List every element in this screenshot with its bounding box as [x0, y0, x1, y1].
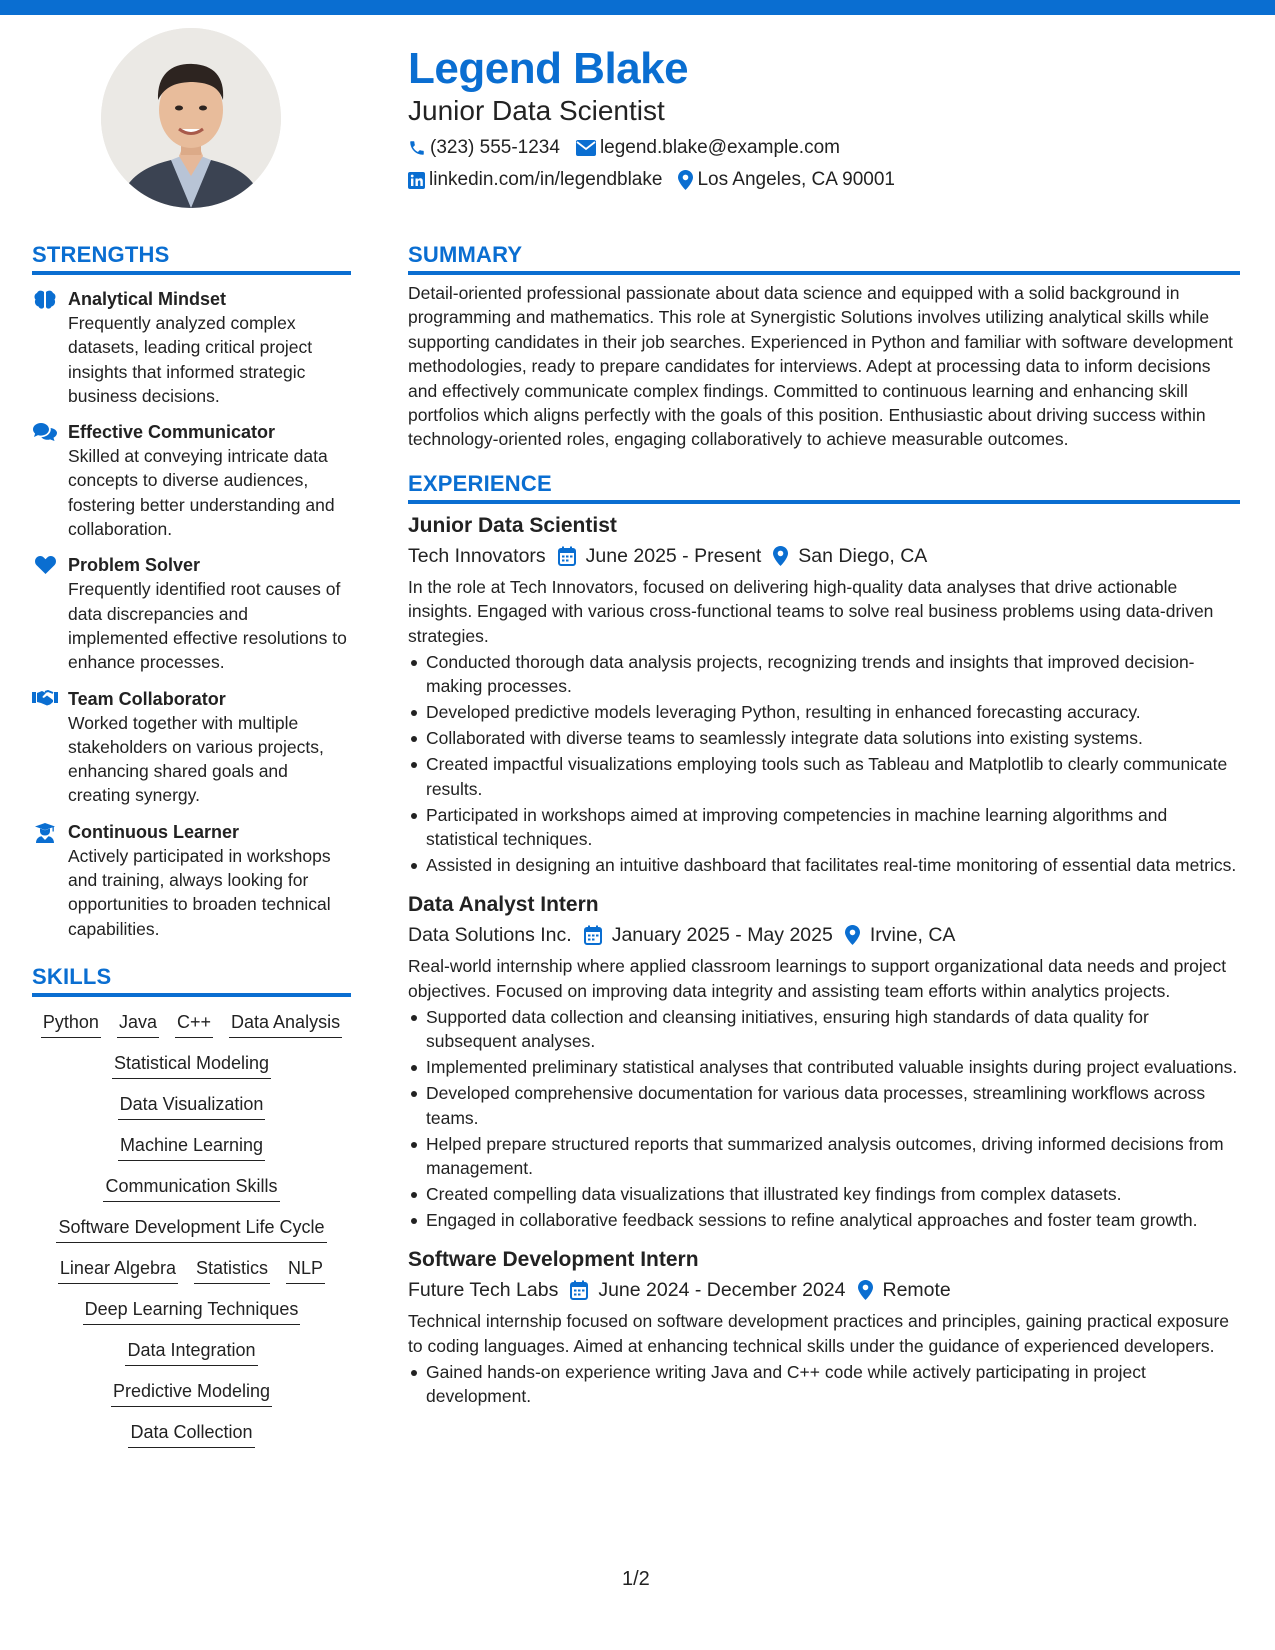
brain-icon	[34, 290, 56, 310]
skill-tag: Data Collection	[128, 1420, 254, 1448]
job-entry	[408, 512, 1240, 877]
job-dates: June 2024 - December 2024	[598, 1279, 846, 1302]
skill-tag: Linear Algebra	[58, 1256, 178, 1284]
job-location: San Diego, CA	[798, 544, 928, 567]
contact-row-1	[408, 136, 1228, 160]
skill-tag: Python	[41, 1010, 101, 1038]
job-bullet: Created compelling data visualizations that illustrated key findings from complex datasets.	[408, 1182, 1240, 1206]
skill-tag: Data Integration	[125, 1338, 257, 1366]
heart-icon	[35, 556, 56, 574]
calendar-icon	[558, 546, 576, 566]
job-location: Irvine, CA	[869, 924, 956, 947]
job-location: Remote	[882, 1279, 951, 1302]
skill-tag: Statistical Modeling	[112, 1051, 271, 1079]
linkedin-icon	[408, 172, 425, 189]
skill-row	[118, 1133, 265, 1161]
strength-title: Continuous Learner	[68, 821, 240, 842]
skill-row	[56, 1215, 326, 1243]
strength-item	[32, 420, 351, 541]
strength-item	[32, 553, 351, 674]
calendar-icon	[570, 1280, 588, 1300]
envelope-icon	[576, 140, 596, 156]
job-bullet: Implemented preliminary statistical analyses that contributed valuable insights during project evaluations.	[408, 1055, 1240, 1079]
job-meta	[408, 541, 1240, 571]
strength-title: Effective Communicator	[68, 422, 276, 443]
calendar-icon	[584, 925, 602, 945]
map-pin-icon	[845, 925, 860, 945]
map-pin-icon	[858, 1280, 873, 1300]
strength-desc: Frequently analyzed complex datasets, leading critical project insights that informed strategic business decisions.	[68, 313, 313, 406]
job-dates-item	[558, 541, 762, 571]
experience-section	[408, 470, 1240, 1409]
skills-heading: SKILLS	[32, 963, 351, 997]
candidate-name: Legend Blake	[408, 44, 689, 93]
job-meta	[408, 920, 1240, 950]
job-bullets	[408, 650, 1240, 877]
job-bullet: Conducted thorough data analysis projects, recognizing trends and insights that improved decision-making processes.	[408, 650, 1240, 699]
job-location-item	[845, 920, 956, 950]
skill-tag: Deep Learning Techniques	[83, 1297, 301, 1325]
handshake-icon	[32, 690, 58, 706]
job-bullet: Engaged in collaborative feedback sessions to refine analytical approaches and foster team growth.	[408, 1208, 1240, 1232]
job-bullet: Gained hands-on experience writing Java and C++ code while actively participating in project development.	[408, 1360, 1240, 1409]
job-dates-item	[570, 1275, 845, 1305]
job-bullet: Supported data collection and cleansing initiatives, ensuring high standards of data quality for subsequent analyses.	[408, 1005, 1240, 1054]
page-number: 1/2	[622, 1568, 650, 1590]
skill-tag: Software Development Life Cycle	[56, 1215, 326, 1243]
strength-desc: Worked together with multiple stakeholders on various projects, enhancing shared goals and creating synergy.	[68, 712, 324, 806]
candidate-role: Junior Data Scientist	[408, 95, 665, 126]
strength-item	[32, 287, 351, 408]
location-text: Los Angeles, CA 90001	[697, 169, 895, 190]
job-bullet: Developed predictive models leveraging Python, resulting in enhanced forecasting accuracy.	[408, 700, 1240, 724]
skill-row	[41, 1010, 342, 1038]
job-bullet: Participated in workshops aimed at improving competencies in machine learning algorithms and statistical techniques.	[408, 803, 1240, 852]
summary-text: Detail-oriented professional passionate about data science and equipped with a solid background in programming and mathematics. This role at Synergistic Solutions involves utilizing analytical skills while supporting candidates in their job searches. Experienced in Python and familiar with software development methodologies, ready to prepare candidates for interviews. Adept at processing data to inform decisions and effectively communicate complex findings. Committed to continuous learning and enhancing skill portfolios which aligns perfectly with the goals of this position. Enthusiastic about driving success within technology-oriented roles, engaging collaboratively to achieve measurable outcomes.	[408, 283, 1233, 450]
skill-row	[103, 1174, 279, 1202]
skill-row	[118, 1092, 266, 1120]
job-description: Technical internship focused on software development practices and principles, gaining practical exposure to coding languages. Aimed at enhancing technical skills under the guidance of experienced developers.	[408, 1311, 1230, 1356]
skill-tag: Data Analysis	[229, 1010, 342, 1038]
graduate-icon	[35, 823, 55, 843]
job-bullet: Assisted in designing an intuitive dashboard that facilitates real-time monitoring of essential data metrics.	[408, 853, 1240, 877]
phone-icon	[408, 139, 426, 157]
job-description: In the role at Tech Innovators, focused on delivering high-quality data analyses that drive actionable insights. Engaged with various cross-functional teams to solve real business problems using data-driven strategies.	[408, 576, 1214, 646]
skill-row	[111, 1379, 272, 1407]
right-column	[408, 241, 1240, 1410]
skill-row	[112, 1051, 271, 1079]
location-item	[678, 169, 895, 191]
job-bullets	[408, 1005, 1240, 1232]
strengths-heading: STRENGTHS	[32, 241, 351, 275]
skill-tag: Statistics	[194, 1256, 270, 1284]
job-company: Future Tech Labs	[408, 1279, 559, 1302]
comments-icon	[33, 423, 57, 441]
job-title: Software Development Intern	[408, 1248, 699, 1272]
map-pin-icon	[678, 170, 693, 190]
job-dates-item	[584, 920, 833, 950]
skill-tag: Java	[117, 1010, 159, 1038]
map-pin-icon	[773, 546, 788, 566]
strength-title: Team Collaborator	[68, 688, 226, 709]
job-company: Tech Innovators	[408, 544, 546, 567]
job-dates: June 2025 - Present	[585, 544, 762, 567]
email-text[interactable]: legend.blake@example.com	[599, 137, 840, 158]
strength-desc: Frequently identified root causes of data discrepancies and implemented effective resolutions to enhance processes.	[68, 579, 347, 673]
strength-item	[32, 820, 351, 941]
strength-item	[32, 687, 351, 808]
skills-list	[32, 1010, 351, 1448]
skill-row	[58, 1256, 325, 1284]
summary-heading: SUMMARY	[408, 241, 1240, 275]
skill-tag: Communication Skills	[103, 1174, 279, 1202]
job-entry	[408, 1246, 1240, 1409]
skills-section	[32, 963, 351, 1448]
job-title: Junior Data Scientist	[408, 513, 617, 537]
skill-tag: C++	[175, 1010, 213, 1038]
strength-desc: Actively participated in workshops and training, always looking for opportunities to broaden technical capabilities.	[68, 845, 331, 939]
email-item[interactable]	[576, 137, 840, 159]
contact-row-2	[408, 168, 1228, 192]
skill-row	[83, 1297, 301, 1325]
jobs-list	[408, 512, 1240, 1409]
strength-desc: Skilled at conveying intricate data concepts to diverse audiences, fostering better understanding and collaboration.	[68, 446, 335, 540]
resume-header	[408, 42, 1228, 192]
job-bullet: Collaborated with diverse teams to seamlessly integrate data solutions into existing systems.	[408, 726, 1240, 750]
skill-tag: Predictive Modeling	[111, 1379, 272, 1407]
job-title: Data Analyst Intern	[408, 893, 599, 917]
phone-text: (323) 555-1234	[430, 137, 560, 158]
job-company: Data Solutions Inc.	[408, 924, 572, 947]
job-dates: January 2025 - May 2025	[611, 924, 833, 947]
job-meta	[408, 1275, 1240, 1305]
top-accent-bar	[0, 0, 1275, 15]
job-location-item	[773, 541, 927, 571]
job-location-item	[858, 1275, 951, 1305]
strength-title: Problem Solver	[68, 555, 201, 576]
skill-tag: Machine Learning	[118, 1133, 265, 1161]
left-column	[32, 241, 351, 1448]
job-bullet: Created impactful visualizations employing tools such as Tableau and Matplotlib to clearly communicate results.	[408, 752, 1240, 801]
strength-title: Analytical Mindset	[68, 289, 227, 309]
job-bullet: Developed comprehensive documentation for various data processes, streamlining workflows across teams.	[408, 1081, 1240, 1130]
job-description: Real-world internship where applied classroom learnings to support organizational data needs and project objectives. Focused on improving data integrity and assisting team efforts within analytics projects.	[408, 956, 1227, 1001]
profile-photo	[101, 28, 281, 208]
skill-tag: NLP	[286, 1256, 325, 1284]
linkedin-item[interactable]	[408, 169, 662, 191]
job-entry	[408, 891, 1240, 1232]
job-bullets	[408, 1360, 1240, 1409]
skill-row	[125, 1338, 257, 1366]
phone-item	[408, 137, 560, 159]
experience-heading: EXPERIENCE	[408, 470, 1240, 504]
skill-row	[128, 1420, 254, 1448]
job-bullet: Helped prepare structured reports that summarized analysis outcomes, driving informed decisions from management.	[408, 1132, 1240, 1181]
skill-tag: Data Visualization	[118, 1092, 266, 1120]
linkedin-text[interactable]: linkedin.com/in/legendblake	[429, 169, 663, 190]
